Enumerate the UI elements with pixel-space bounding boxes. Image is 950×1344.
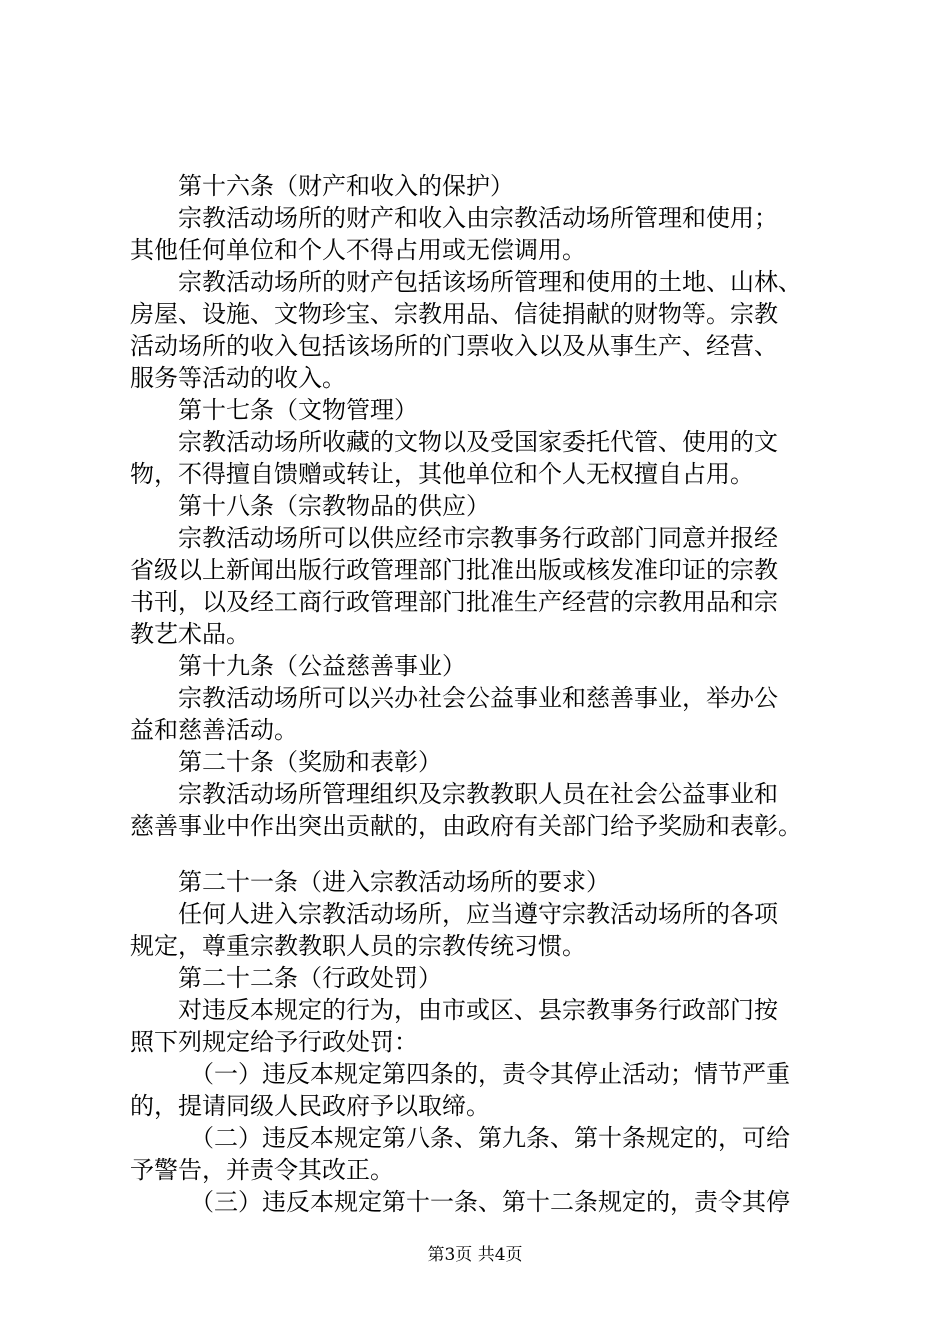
- list-item: （一）违反本规定第四条的，责令其停止活动；情节严重: [190, 1060, 790, 1088]
- paragraph-line: 规定，尊重宗教教职人员的宗教传统习惯。: [130, 932, 586, 960]
- paragraph-line: 宗教活动场所收藏的文物以及受国家委托代管、使用的文: [178, 428, 778, 456]
- paragraph-line: 宗教活动场所可以供应经市宗教事务行政部门同意并报经: [178, 524, 778, 552]
- paragraph-line: 的，提请同级人民政府予以取缔。: [130, 1092, 490, 1120]
- paragraph-line: 予警告，并责令其改正。: [130, 1156, 394, 1184]
- article-20-heading: 第二十条（奖励和表彰）: [178, 748, 442, 776]
- article-18-heading: 第十八条（宗教物品的供应）: [178, 492, 490, 520]
- paragraph-line: 房屋、设施、文物珍宝、宗教用品、信徒捐献的财物等。宗教: [130, 300, 778, 328]
- article-17-heading: 第十七条（文物管理）: [178, 396, 418, 424]
- article-21-heading: 第二十一条（进入宗教活动场所的要求）: [178, 868, 610, 896]
- paragraph-line: 对违反本规定的行为，由市或区、县宗教事务行政部门按: [178, 996, 778, 1024]
- paragraph-line: 教艺术品。: [130, 620, 250, 648]
- article-19-heading: 第十九条（公益慈善事业）: [178, 652, 466, 680]
- paragraph-line: 慈善事业中作出突出贡献的，由政府有关部门给予奖励和表彰。: [130, 812, 802, 840]
- paragraph-line: 宗教活动场所的财产和收入由宗教活动场所管理和使用；: [178, 204, 778, 232]
- paragraph-line: 宗教活动场所的财产包括该场所管理和使用的土地、山林、: [178, 268, 802, 296]
- list-item: （三）违反本规定第十一条、第十二条规定的，责令其停: [190, 1188, 790, 1216]
- paragraph-line: 服务等活动的收入。: [130, 364, 346, 392]
- paragraph-line: 宗教活动场所管理组织及宗教教职人员在社会公益事业和: [178, 780, 778, 808]
- paragraph-line: 任何人进入宗教活动场所，应当遵守宗教活动场所的各项: [178, 900, 778, 928]
- list-item: （二）违反本规定第八条、第九条、第十条规定的，可给: [190, 1124, 790, 1152]
- article-16-heading: 第十六条（财产和收入的保护）: [178, 172, 514, 200]
- paragraph-line: 书刊，以及经工商行政管理部门批准生产经营的宗教用品和宗: [130, 588, 778, 616]
- paragraph-gap: [130, 842, 840, 866]
- paragraph-line: 省级以上新闻出版行政管理部门批准出版或核发准印证的宗教: [130, 556, 778, 584]
- page-number-footer: 第3页 共4页: [427, 1245, 523, 1265]
- paragraph-line: 益和慈善活动。: [130, 716, 298, 744]
- article-22-heading: 第二十二条（行政处罚）: [178, 964, 442, 992]
- paragraph-line: 照下列规定给予行政处罚：: [130, 1028, 418, 1056]
- document-body: [130, 170, 840, 1218]
- paragraph-line: 其他任何单位和个人不得占用或无偿调用。: [130, 236, 586, 264]
- paragraph-line: 活动场所的收入包括该场所的门票收入以及从事生产、经营、: [130, 332, 778, 360]
- paragraph-line: 宗教活动场所可以兴办社会公益事业和慈善事业，举办公: [178, 684, 778, 712]
- paragraph-line: 物，不得擅自馈赠或转让，其他单位和个人无权擅自占用。: [130, 460, 754, 488]
